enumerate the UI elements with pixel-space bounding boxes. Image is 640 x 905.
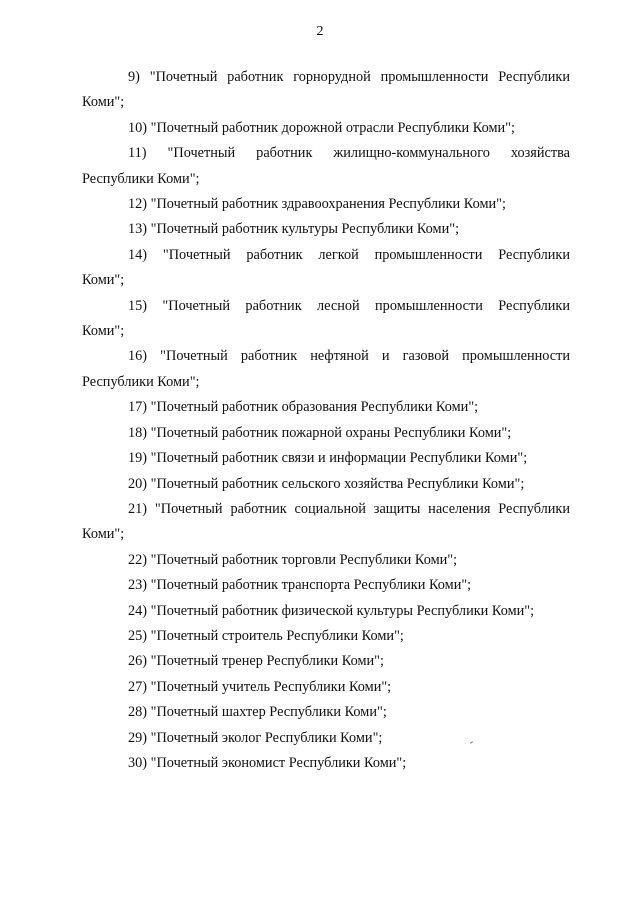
- list-item: [82, 421, 570, 446]
- list-item-continuation: Коми";: [82, 94, 125, 111]
- list-item-text: 9) "Почетный работник горнорудной промышленности Республики: [128, 69, 570, 85]
- list-item-text: 14) "Почетный работник легкой промышленности Республики: [128, 246, 570, 263]
- list-item: [82, 446, 570, 471]
- list-item-text: 28) "Почетный шахтер Республики Коми";: [128, 704, 387, 721]
- list-item: [82, 649, 570, 674]
- list-item-text: 16) "Почетный работник нефтяной и газовой промышленности: [128, 348, 570, 365]
- list-item-text: 21) "Почетный работник социальной защиты населения Республики: [128, 500, 570, 517]
- list-item-text: 15) "Почетный работник лесной промышленности Республики: [128, 297, 570, 314]
- list-item: [82, 344, 570, 395]
- list-item-text: 27) "Почетный учитель Республики Коми";: [128, 678, 392, 695]
- list-item: [82, 65, 570, 116]
- list-item: [82, 548, 570, 573]
- list-item: [82, 726, 570, 751]
- list-item: [82, 395, 570, 420]
- page-number: 2: [316, 24, 324, 39]
- list-item: [82, 294, 570, 345]
- list-item: [82, 141, 570, 192]
- list-item: [82, 472, 570, 497]
- list-item-text: 19) "Почетный работник связи и информации Республики Коми";: [128, 450, 528, 467]
- list-item-text: 12) "Почетный работник здравоохранения Республики Коми";: [128, 196, 506, 213]
- honorary-titles-list: [82, 65, 570, 776]
- list-item-continuation: Коми";: [82, 323, 125, 340]
- list-item-text: 10) "Почетный работник дорожной отрасли Республики Коми";: [128, 119, 515, 136]
- list-item: [82, 751, 570, 776]
- list-item-text: 18) "Почетный работник пожарной охраны Республики Коми";: [128, 424, 512, 441]
- list-item-text: 25) "Почетный строитель Республики Коми";: [128, 627, 404, 644]
- list-item-text: 17) "Почетный работник образования Республики Коми";: [128, 399, 479, 416]
- list-item: [82, 217, 570, 242]
- list-item: [82, 675, 570, 700]
- list-item-continuation: Коми";: [82, 526, 125, 543]
- list-item: [82, 116, 570, 141]
- list-item-continuation: Республики Коми";: [82, 373, 200, 390]
- list-item-continuation: Коми";: [82, 272, 125, 289]
- list-item: [82, 624, 570, 649]
- list-item: [82, 497, 570, 548]
- list-item-text: 26) "Почетный тренер Республики Коми";: [128, 653, 384, 670]
- list-item-text: 29) "Почетный эколог Республики Коми";: [128, 729, 383, 746]
- list-item-text: 23) "Почетный работник транспорта Республики Коми";: [128, 577, 472, 594]
- list-item: [82, 573, 570, 598]
- list-item-text: 13) "Почетный работник культуры Республики Коми";: [128, 221, 460, 238]
- list-item-text: 20) "Почетный работник сельского хозяйства Республики Коми";: [128, 475, 525, 492]
- list-item: [82, 243, 570, 294]
- list-item: [82, 700, 570, 725]
- list-item-continuation: Республики Коми";: [82, 170, 200, 187]
- list-item-text: 11) "Почетный работник жилищно-коммунального хозяйства: [128, 145, 570, 162]
- list-item-text: 30) "Почетный экономист Республики Коми";: [128, 754, 407, 771]
- list-item-text: 24) "Почетный работник физической культуры Республики Коми";: [128, 602, 535, 619]
- list-item-text: 22) "Почетный работник торговли Республики Коми";: [128, 551, 458, 568]
- list-item: [82, 599, 570, 624]
- list-item: [82, 192, 570, 217]
